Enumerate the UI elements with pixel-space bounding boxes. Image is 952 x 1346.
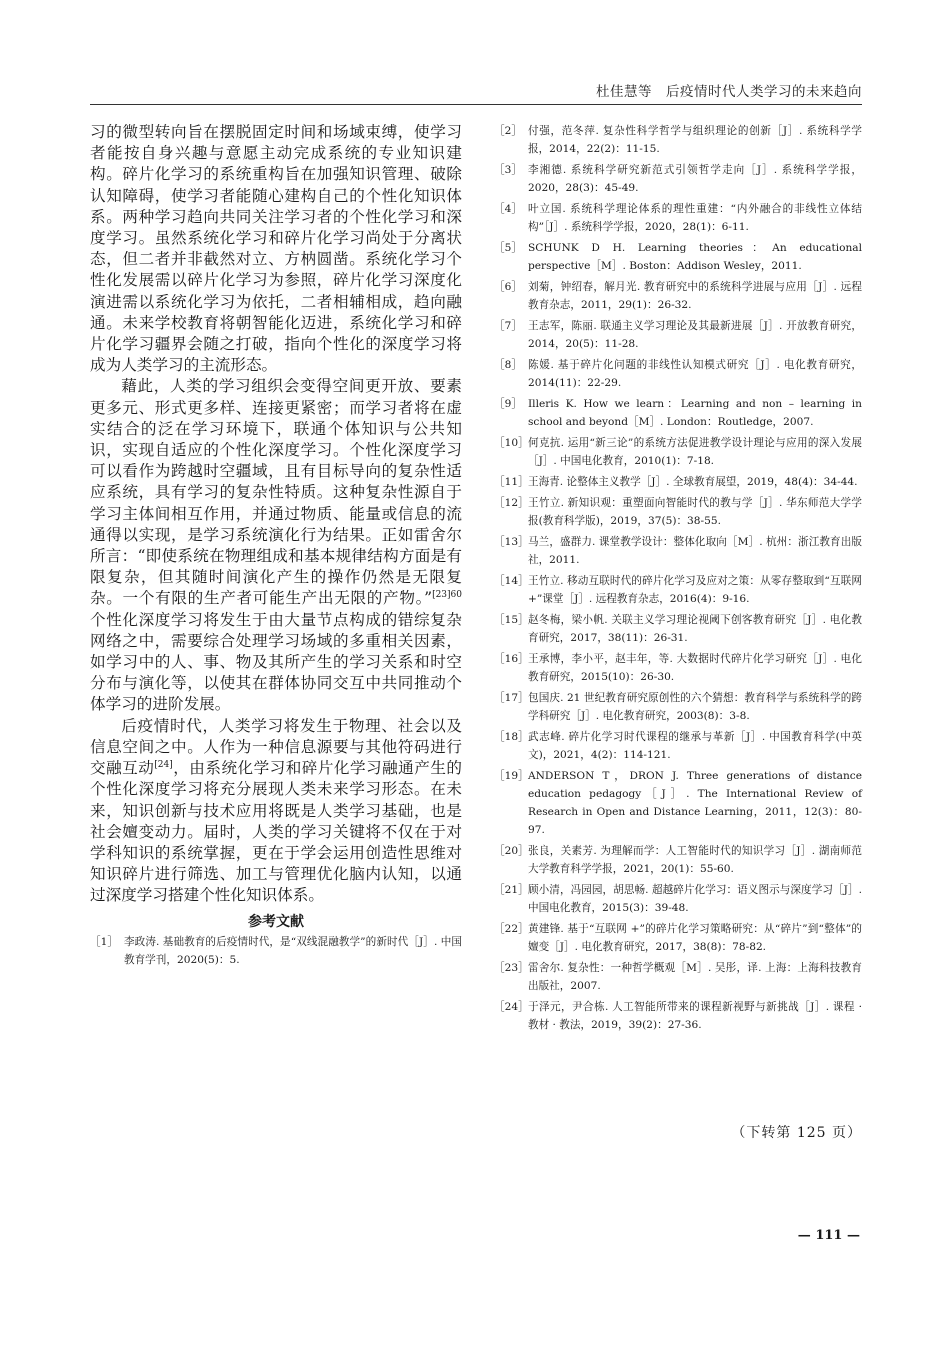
reference-text: 刘菊，钟绍春，解月光. 教育研究中的系统科学进展与应用［J］. 远程教育杂志，2011，29(1)：26-32.: [528, 281, 862, 311]
reference-text: 王竹立. 新知识观：重塑面向智能时代的教与学［J］. 华东师范大学学报(教育科学版)，2019，37(5)：38-55.: [528, 497, 862, 527]
reference-number: ［2］: [494, 125, 522, 137]
reference-item: [494, 317, 862, 353]
reference-item: [494, 572, 862, 608]
page-number: — 111 —: [797, 1228, 860, 1243]
reference-number: ［3］: [494, 164, 522, 176]
reference-number: ［17］: [494, 692, 529, 704]
citation-24: [24]: [154, 759, 173, 770]
reference-list-right: [494, 122, 862, 1034]
reference-number: ［11］: [494, 476, 529, 488]
reference-number: ［12］: [494, 497, 529, 509]
reference-item: [494, 689, 862, 725]
reference-item: [494, 728, 862, 764]
body-paragraph-3: 后疫情时代，人类学习将发生于物理、社会以及信息空间之中。人作为一种信息源要与其他符码进行交融互动[24]，由系统化学习和碎片化学习融通产生的个性化深度学习将充分展现人类未来学习形态。在未来，知识创新与技术应用将既是人类学习基础，也是社会嬗变动力。届时，人类的学习关键将不仅在于对学科知识的系统掌握，更在于学会运用创造性思维对知识碎片进行筛选、加工与管理优化脑内认知，以通过深度学习搭建个性化知识体系。: [90, 716, 462, 905]
reference-text: 武志峰. 碎片化学习时代课程的继承与革新［J］. 中国教育科学(中英文)，2021，4(2)：114-121.: [528, 731, 862, 761]
reference-text: 雷舍尔. 复杂性：一种哲学概观［M］. 吴彤，译. 上海：上海科技教育出版社，2007.: [528, 962, 862, 992]
reference-item: [494, 278, 862, 314]
reference-text: 李湘德. 系统科学研究新范式引领哲学走向［J］. 系统科学学报，2020，28(3)：45-49.: [528, 164, 862, 194]
reference-number: ［10］: [494, 437, 529, 449]
reference-text: 马兰，盛群力. 课堂教学设计：整体化取向［M］. 杭州：浙江教育出版社，2011.: [528, 536, 862, 566]
reference-number: ［4］: [494, 203, 522, 215]
reference-item: [494, 959, 862, 995]
reference-text: 叶立国. 系统科学理论体系的理性重建：“内外融合的非线性立体结构”［J］. 系统科学学报，2020，28(1)：6-11.: [528, 203, 862, 233]
reference-number: ［22］: [494, 923, 529, 935]
body-paragraph-1: 习的微型转向旨在摆脱固定时间和场域束缚，使学习者能按自身兴趣与意愿主动完成系统的专业知识建构。碎片化学习的系统重构旨在加强知识管理、破除认知障碍，使学习者能随心建构自己的个性化知识体系。两种学习趋向共同关注学习者的个性化学习和深度学习。虽然系统化学习和碎片化学习尚处于分离状态，但二者并非截然对立、方枘圆凿。系统化学习个性化发展需以碎片化学习为参照，碎片化学习深度化演进需以系统化学习为依托，二者相辅相成，趋向融通。未来学校教育将朝智能化迈进，系统化学习和碎片化学习疆界会随之打破，指向个性化的深度学习将成为人类学习的主流形态。: [90, 123, 462, 375]
reference-item: [494, 998, 862, 1034]
running-title: 杜佳慧等 后疫情时代人类学习的未来趋向: [596, 84, 862, 100]
reference-text: 何克抗. 运用“新三论”的系统方法促进教学设计理论与应用的深入发展［J］. 中国电化教育，2010(1)：7-18.: [528, 437, 862, 467]
reference-item: [494, 161, 862, 197]
reference-text: 包国庆. 21 世纪教育研究原创性的六个猜想：教育科学与系统科学的跨学科研究［J］. 电化教育研究，2003(8)：3-8.: [528, 692, 862, 722]
right-column: [494, 122, 862, 1037]
reference-item: [494, 533, 862, 569]
running-header: [90, 78, 862, 105]
reference-item: [494, 200, 862, 236]
citation-23: [23]60: [432, 590, 462, 601]
reference-text: 张良，关素芳. 为理解而学：人工智能时代的知识学习［J］. 湖南师范大学教育科学学报，2021，20(1)：55-60.: [528, 845, 862, 875]
reference-text: 黄建锋. 基于“互联网 +”的碎片化学习策略研究：从“碎片”到“整体”的嬗变［J］. 电化教育研究，2017，38(8)：78-82.: [528, 923, 862, 953]
reference-text: 陈媛. 基于碎片化问题的非线性认知模式研究［J］. 电化教育研究，2014(11)：22-29.: [528, 359, 862, 389]
reference-text: 付强，范冬萍. 复杂性科学哲学与组织理论的创新［J］. 系统科学学报，2014，22(2)：11-15.: [528, 125, 862, 155]
reference-text: Illeris K. How we learn：Learning and non – learning in school and beyond［M］. London：Routledge，2007.: [528, 398, 862, 428]
reference-text: 顾小清，冯园园，胡思畅. 超越碎片化学习：语义图示与深度学习［J］. 中国电化教育，2015(3)：39-48.: [528, 884, 862, 914]
reference-number: ［13］: [494, 536, 529, 548]
left-column: [90, 122, 462, 972]
reference-text: 王海青. 论整体主义教学［J］. 全球教育展望，2019，48(4)：34-44.: [528, 476, 858, 488]
reference-text: 王志军，陈丽. 联通主义学习理论及其最新进展［J］. 开放教育研究，2014，20(5)：11-28.: [528, 320, 862, 350]
reference-number: ［5］: [494, 242, 522, 254]
reference-item: [494, 650, 862, 686]
reference-text: 李政涛. 基础教育的后疫情时代，是“双线混融教学”的新时代［J］. 中国教育学刊，2020(5)：5.: [124, 935, 462, 966]
body-paragraph-2: 藉此，人类的学习组织会变得空间更开放、要素更多元、形式更多样、连接更紧密；而学习者将在虚实结合的泛在学习环境下，联通个体知识与公共知识，实现自适应的个性化深度学习。个性化深度学习可以看作为跨越时空疆域，且有目标导向的复杂性适应系统，具有学习的复杂性特质。这种复杂性源自于学习主体间相互作用，并通过物质、能量或信息的流通得以实现，是学习系统演化行为结果。正如雷舍尔所言：“即使系统在物理组成和基本规律结构方面是有限复杂，但其随时间演化产生的操作仍然是无限复杂。一个有限的生产者可能生产出无限的产物。”$^{[23]60}$个性化深度学习将发生于由大量节点构成的错综复杂网络之中，需要综合处理学习场域的多重相关因素，如学习中的人、事、物及其所产生的学习关系和时空分布与演化等，以使其在群体协同交互中共同推动个体学习的进阶发展。: [90, 377, 462, 714]
reference-number: ［7］: [494, 320, 522, 332]
reference-item: [494, 842, 862, 878]
reference-number: ［18］: [494, 731, 529, 743]
reference-number: ［23］: [494, 962, 529, 974]
reference-item: [494, 473, 862, 491]
reference-item: [494, 611, 862, 647]
reference-text: 王竹立. 移动互联时代的碎片化学习及应对之策：从零存整取到“互联网 +”课堂［J］. 远程教育杂志，2016(4)：9-16.: [528, 575, 862, 605]
reference-number: ［21］: [494, 884, 529, 896]
reference-number: ［9］: [494, 398, 522, 410]
reference-number: ［19］: [494, 770, 529, 782]
reference-item: [494, 881, 862, 917]
reference-item: [494, 494, 862, 530]
reference-item: [494, 239, 862, 275]
reference-number: ［15］: [494, 614, 529, 626]
reference-number: ［24］: [494, 1001, 529, 1013]
references-title: 参考文献: [248, 913, 304, 930]
reference-number: ［20］: [494, 845, 529, 857]
reference-number: ［1］: [90, 935, 118, 948]
reference-text: SCHUNK D H. Learning theories：An educational perspective［M］. Boston：Addison Wesley，2011.: [528, 242, 862, 272]
reference-text: 王承博，李小平，赵丰年，等. 大数据时代碎片化学习研究［J］. 电化教育研究，2015(10)：26-30.: [528, 653, 862, 683]
reference-item: [494, 434, 862, 470]
reference-item: [90, 933, 462, 969]
reference-text: ANDERSON T，DRON J. Three generations of distance education pedagogy［J］. The International Review of Research in Open and Distance Learning，2011，12(3)：80-97.: [528, 770, 862, 836]
reference-number: ［8］: [494, 359, 522, 371]
continued-note: （下转第 125 页）: [731, 1125, 862, 1141]
reference-item: [494, 395, 862, 431]
reference-item: [494, 122, 862, 158]
reference-item: [494, 920, 862, 956]
reference-text: 赵冬梅，梁小帆. 关联主义学习理论视阈下创客教育研究［J］. 电化教育研究，2017，38(11)：26-31.: [528, 614, 862, 644]
reference-number: ［14］: [494, 575, 529, 587]
reference-list-left: [90, 933, 462, 969]
reference-item: [494, 356, 862, 392]
reference-number: ［6］: [494, 281, 522, 293]
reference-text: 于泽元，尹合栋. 人工智能所带来的课程新视野与新挑战［J］. 课程 · 教材 · 教法，2019，39(2)：27-36.: [528, 1001, 862, 1031]
reference-number: ［16］: [494, 653, 529, 665]
reference-item: [494, 767, 862, 839]
